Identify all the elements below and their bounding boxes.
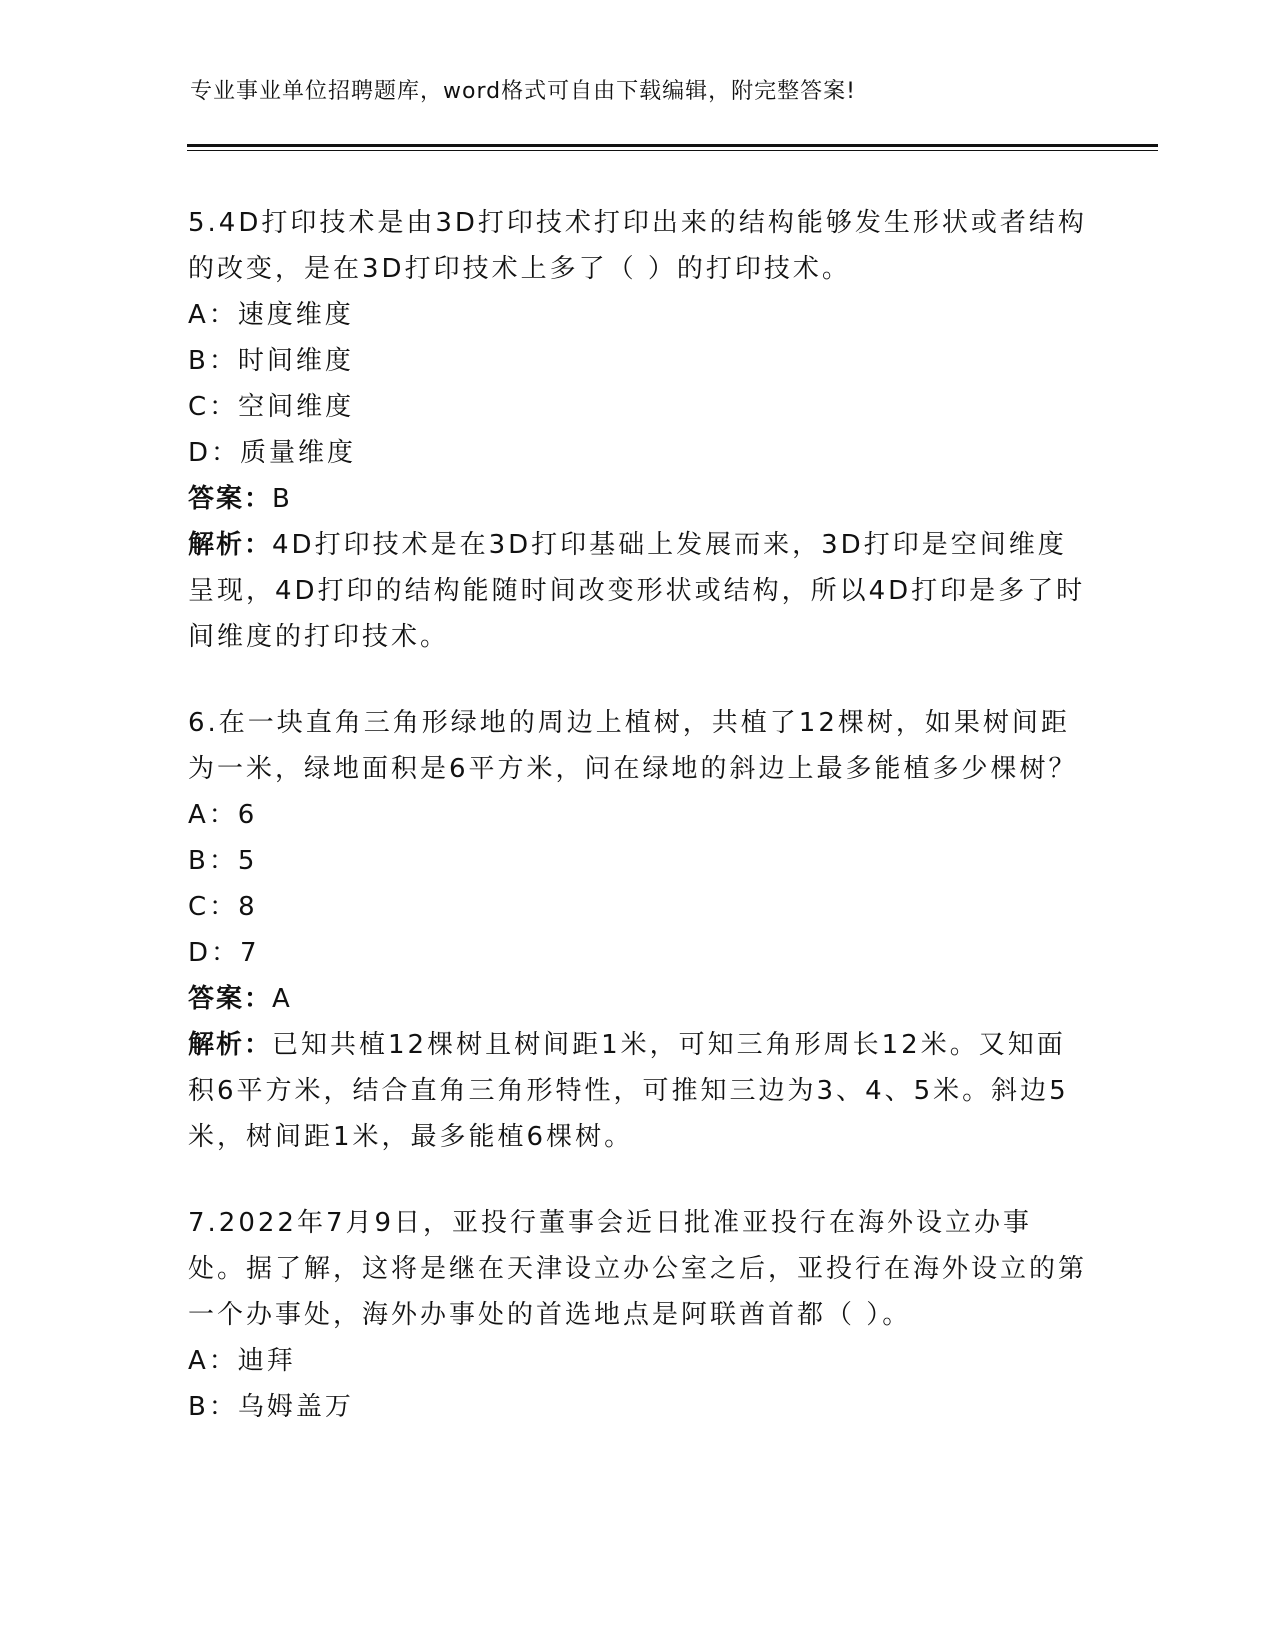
option-text: 空间维度 (238, 392, 355, 422)
analysis-line (188, 1022, 1088, 1160)
question-text: 5.4D打印技术是由3D打印技术打印出来的结构能够发生形状或者结构的改变，是在3D打印技术上多了（ ）的打印技术。 (188, 208, 1087, 284)
option-b (188, 1384, 1088, 1430)
page-header: 专业事业单位招聘题库，word格式可自由下载编辑，附完整答案! (190, 79, 856, 104)
option-text: 时间维度 (237, 346, 354, 376)
option-letter: B： (188, 846, 238, 876)
option-text: 质量维度 (240, 438, 357, 468)
question-7 (188, 1200, 1088, 1430)
option-text: 8 (238, 892, 258, 922)
header-divider-thick (187, 144, 1158, 147)
option-text: 7 (240, 938, 260, 968)
option-a (188, 792, 1088, 838)
option-letter: D： (188, 438, 241, 468)
question-text: 7.2022年7月9日，亚投行董事会近日批准亚投行在海外设立办事处。据了解，这将是继在天津设立办公室之后，亚投行在海外设立的第一个办事处，海外办事处的首选地点是阿联酋首都（ ）。 (188, 1208, 1088, 1330)
header-divider-thin (187, 150, 1158, 151)
answer-line (188, 976, 1088, 1022)
option-letter: D： (188, 938, 241, 968)
analysis-text: 已知共植12棵树且树间距1米，可知三角形周长12米。又知面积6平方米，结合直角三角形特性，可推知三边为3、4、5米。斜边5米，树间距1米，最多能植6棵树。 (188, 1030, 1069, 1152)
option-text: 迪拜 (237, 1346, 296, 1376)
answer-value: A (272, 984, 293, 1014)
option-c (188, 384, 1088, 430)
option-d (188, 930, 1088, 976)
answer-line (188, 476, 1088, 522)
question-text: 6.在一块直角三角形绿地的周边上植树，共植了12棵树，如果树间距为一米，绿地面积是6平方米，问在绿地的斜边上最多能植多少棵树？ (188, 708, 1078, 784)
option-letter: A： (188, 1346, 238, 1376)
analysis-label: 解析： (188, 530, 273, 560)
option-c (188, 884, 1088, 930)
question-list (188, 200, 1088, 1430)
option-d (188, 430, 1088, 476)
analysis-text: 4D打印技术是在3D打印基础上发展而来，3D打印是空间维度呈现，4D打印的结构能随时间改变形状或结构，所以4D打印是多了时间维度的打印技术。 (188, 530, 1086, 652)
analysis-line (188, 522, 1088, 660)
option-a (188, 292, 1088, 338)
option-b (188, 838, 1088, 884)
option-a (188, 1338, 1088, 1384)
question-6 (188, 700, 1088, 1160)
option-text: 乌姆盖万 (237, 1392, 354, 1422)
question-5 (188, 200, 1088, 660)
option-letter: C： (188, 892, 239, 922)
answer-value: B (272, 484, 293, 514)
option-letter: B： (188, 346, 238, 376)
option-letter: A： (188, 800, 238, 830)
option-text: 6 (237, 800, 258, 830)
option-text: 5 (237, 846, 258, 876)
analysis-label: 解析： (188, 1030, 273, 1060)
option-letter: B： (188, 1392, 238, 1422)
option-text: 速度维度 (237, 300, 354, 330)
option-letter: A： (188, 300, 238, 330)
answer-label: 答案： (188, 484, 273, 514)
option-letter: C： (188, 392, 239, 422)
option-b (188, 338, 1088, 384)
answer-label: 答案： (188, 984, 273, 1014)
